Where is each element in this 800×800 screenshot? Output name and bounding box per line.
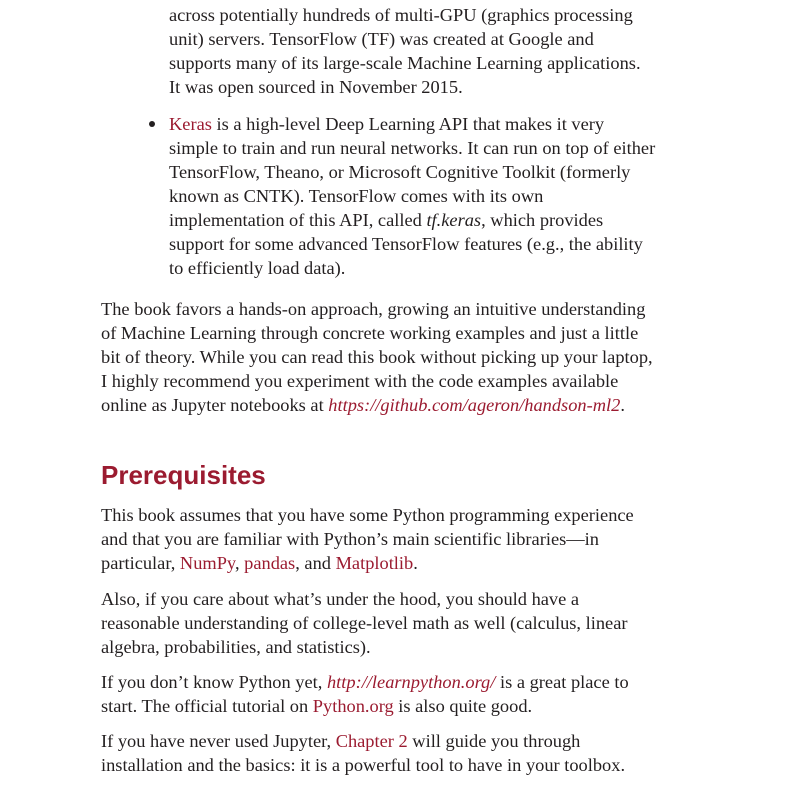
keras-line-5-before: implementation of this API, called <box>169 210 427 230</box>
python-line-3-before: particular, <box>101 553 180 573</box>
python-line-3-after: . <box>413 553 418 573</box>
keras-line-1 <box>169 112 604 136</box>
keras-line-2: simple to train and run neural networks. It can run on top of either <box>169 138 656 158</box>
keras-line-4: known as CNTK). TensorFlow comes with its own <box>169 186 544 206</box>
math-line-3: algebra, probabilities, and statistics). <box>101 637 371 657</box>
keras-line-7: to efficiently load data). <box>169 258 346 278</box>
approach-line-5-before: online as Jupyter notebooks at <box>101 395 329 415</box>
pandas-link[interactable]: pandas <box>244 553 296 573</box>
approach-line-5 <box>101 393 625 417</box>
approach-line-5-after: . <box>620 395 625 415</box>
python-line-3 <box>101 551 418 575</box>
chapter-2-link[interactable]: Chapter 2 <box>335 731 408 751</box>
learn-line-2-after: is also quite good. <box>393 696 533 716</box>
python-org-link[interactable]: Python.org <box>312 696 394 716</box>
keras-line-5 <box>169 208 603 232</box>
tf-line-4: It was open sourced in November 2015. <box>169 77 463 97</box>
keras-line-6: support for some advanced TensorFlow features (e.g., the ability <box>169 234 643 254</box>
keras-line-1-text: is a high-level Deep Learning API that makes it very <box>211 114 605 134</box>
math-line-1: Also, if you care about what’s under the hood, you should have a <box>101 589 580 609</box>
learn-line-2-before: start. The official tutorial on <box>101 696 313 716</box>
approach-line-3: bit of theory. While you can read this book without picking up your laptop, <box>101 347 653 367</box>
learn-line-1-after: is a great place to <box>495 672 629 692</box>
python-line-1: This book assumes that you have some Python programming experience <box>101 505 634 525</box>
approach-line-4: I highly recommend you experiment with the code examples available <box>101 371 619 391</box>
bullet-dot <box>149 121 155 127</box>
keras-line-5-after: , which provides <box>481 210 604 230</box>
tf-line-3: supports many of its large-scale Machine Learning applications. <box>169 53 641 73</box>
matplotlib-link[interactable]: Matplotlib <box>335 553 414 573</box>
learn-line-1 <box>101 670 629 694</box>
jupyter-line-2: installation and the basics: it is a powerful tool to have in your toolbox. <box>101 755 626 775</box>
tf-line-1: across potentially hundreds of multi-GPU (graphics processing <box>169 5 633 25</box>
tf-keras-term: tf.keras <box>426 210 482 230</box>
jupyter-line-1 <box>101 729 580 753</box>
keras-link[interactable]: Keras <box>169 114 212 134</box>
python-sep-2: , and <box>295 553 336 573</box>
jupyter-line-1-after: will guide you through <box>407 731 581 751</box>
python-sep-1: , <box>234 553 245 573</box>
learn-line-1-before: If you don’t know Python yet, <box>101 672 327 692</box>
tf-line-2: unit) servers. TensorFlow (TF) was created at Google and <box>169 29 594 49</box>
learnpython-link[interactable]: http://learnpython.org/ <box>326 672 496 692</box>
approach-line-2: of Machine Learning through concrete working examples and just a little <box>101 323 639 343</box>
keras-line-3: TensorFlow, Theano, or Microsoft Cognitive Toolkit (formerly <box>169 162 631 182</box>
jupyter-line-1-before: If you have never used Jupyter, <box>101 731 336 751</box>
numpy-link[interactable]: NumPy <box>179 553 235 573</box>
python-line-2: and that you are familiar with Python’s main scientific libraries—in <box>101 529 599 549</box>
approach-line-1: The book favors a hands-on approach, growing an intuitive understanding <box>101 299 646 319</box>
github-link[interactable]: https://github.com/ageron/handson-ml2 <box>328 395 621 415</box>
math-line-2: reasonable understanding of college-level math as well (calculus, linear <box>101 613 628 633</box>
section-heading-prerequisites: Prerequisites <box>101 460 266 490</box>
learn-line-2 <box>101 694 532 718</box>
